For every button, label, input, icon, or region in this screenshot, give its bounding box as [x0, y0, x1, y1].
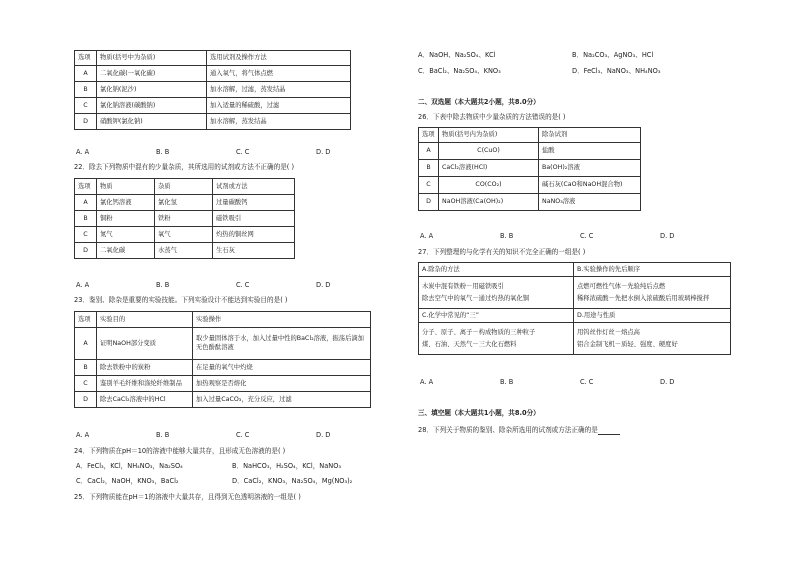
table-header-cell: 选项 [75, 312, 97, 328]
table-row [75, 195, 295, 211]
table-cell: CaCl₂溶液(HCl) [439, 160, 539, 177]
table-cell-title: D.用途与性质 [574, 309, 731, 323]
q26-choices [420, 233, 700, 241]
table-cell: 加水溶解，过滤，蒸发结晶 [207, 82, 351, 98]
table-cell: 水蒸气 [155, 243, 213, 259]
choice-d[interactable]: D. D [316, 431, 331, 439]
table-cell: A [75, 195, 97, 211]
table-cell: C [75, 227, 97, 243]
table-row [75, 211, 295, 227]
choice-c[interactable]: C．CaCl₂，NaOH，KNO₃，BaCl₂ [76, 477, 179, 485]
q21-choices [76, 149, 356, 157]
table-row [75, 66, 351, 82]
choice-a[interactable]: A. A [76, 281, 90, 289]
q27-choices [420, 379, 700, 387]
table-row [75, 98, 351, 114]
section-title: 二、双选题（本大题共2小题，共8.0分） [418, 98, 540, 106]
table-header-cell: 选项 [75, 179, 97, 195]
table-row [75, 243, 295, 259]
q22-choices [76, 282, 356, 290]
table-cell: 过量碳酸钙 [213, 195, 295, 211]
table-cell [419, 323, 574, 355]
table-cell: 氧气 [155, 227, 213, 243]
table-cell: 二氧化碳 [97, 243, 155, 259]
choice-b[interactable]: B．NaHCO₃，H₂SO₄，KCl，NaNO₃ [232, 462, 342, 470]
table-row [75, 376, 371, 392]
q23-table [74, 311, 371, 408]
table-header-cell: 试剂或方法 [213, 179, 295, 195]
table-cell: A [419, 143, 439, 160]
q22-table [74, 178, 295, 259]
q27-stem: 27．下列整理的与化学有关的知识不完全正确的一组是( ) [418, 248, 586, 256]
q22-stem: 22．除去下列物质中混有的少量杂质，其所选用的试剂或方法不正确的是( ) [74, 163, 295, 171]
table-cell-title: A.除杂的方法 [419, 263, 574, 277]
table-row [419, 323, 731, 355]
table-cell: A [75, 66, 97, 82]
table-cell: 生石灰 [213, 243, 295, 259]
table-cell: 灼热的铜丝网 [213, 227, 295, 243]
q25-stem: 25．下列物质能在pH＝1的溶液中大量共存，且得到无色透明溶液的一组是( ) [74, 493, 301, 501]
table-row [419, 309, 731, 323]
table-cell: B [419, 160, 439, 177]
table-cell: 除去CaCl₂溶液中的HCl [97, 392, 193, 408]
choice-d[interactable]: D. D [316, 148, 331, 156]
cell-line: 用钨丝作灯丝－熔点高 [577, 328, 640, 336]
table-cell: D [75, 392, 97, 408]
q28-text: 28．下列关于物质的鉴别、除杂所选用的试剂或方法正确的是 [418, 426, 598, 434]
choice-b[interactable]: B. B [156, 431, 170, 439]
table-cell [419, 277, 574, 309]
table-header-cell: 选项 [419, 128, 439, 143]
table-cell: 鉴别羊毛纤维和涤纶纤维制品 [97, 376, 193, 392]
table-cell: 磁铁吸引 [213, 211, 295, 227]
cell-line: 稀释浓硫酸－先把水倒入浓硫酸后用玻璃棒搅拌 [577, 294, 710, 302]
q26-stem: 26．下表中除去物质中少量杂质的方法错误的是( ) [418, 113, 566, 121]
choice-b[interactable]: B. B [500, 378, 514, 386]
table-cell: C [75, 98, 97, 114]
table-header-row [75, 312, 371, 328]
table-header-row [75, 51, 351, 66]
table-header-cell: 实验目的 [97, 312, 193, 328]
cell-line: 点燃可燃性气体－先验纯后点燃 [577, 282, 666, 290]
table-cell: 加热观察是否熔化 [193, 376, 371, 392]
table-cell [574, 323, 731, 355]
table-header-cell: 物质 [97, 179, 155, 195]
table-cell: 在足量的氧气中灼烧 [193, 360, 371, 376]
choice-d[interactable]: D．CaCl₂，KNO₃，Na₂SO₄，Mg(NO₃)₂ [232, 477, 353, 485]
table-cell-title: C.化学中常见的“三” [419, 309, 574, 323]
table-cell: 氯化氢 [155, 195, 213, 211]
cell-line: 煤、石油、天然气－三大化石燃料 [422, 340, 517, 348]
table-cell: D [419, 194, 439, 211]
table-cell: 证明NaOH部分变质 [97, 328, 193, 360]
choice-b[interactable]: B. B [156, 148, 170, 156]
table-cell: D [75, 243, 97, 259]
table-header-row [419, 128, 641, 143]
table-row [75, 328, 371, 360]
q23-stem: 23．鉴别、除杂是重要的实验技能。下列实验设计不能达到实验目的是( ) [74, 296, 288, 304]
table-row [419, 263, 731, 277]
table-cell: 氯化钠溶液(碳酸钠) [97, 98, 207, 114]
choice-a[interactable]: A．NaOH、Na₂SO₄、KCl [418, 51, 496, 59]
table-cell: C [419, 177, 439, 194]
answer-blank[interactable] [598, 428, 620, 435]
table-row [419, 194, 641, 211]
table-cell [574, 277, 731, 309]
table-cell: 加入过量CaCO₃，充分反应，过滤 [193, 392, 371, 408]
table-row [419, 277, 731, 309]
choice-a[interactable]: A. A [76, 148, 90, 156]
table-cell: NaOH溶液(Ca(OH)₂) [439, 194, 539, 211]
table-header-row [75, 179, 295, 195]
table-cell: 氯化钙溶液 [97, 195, 155, 211]
q24-stem: 24．下列物质在pH＝10的溶液中能够大量共存，且形成无色溶液的是( ) [74, 447, 286, 455]
choice-d[interactable]: D. D [316, 281, 331, 289]
table-row [419, 143, 641, 160]
cell-line: 分子、原子、离子－构成物质的三种粒子 [422, 328, 536, 336]
table-cell: 氯化钠(泥沙) [97, 82, 207, 98]
table-cell: 盐酸 [539, 143, 641, 160]
q23-choices [76, 432, 356, 440]
table-cell: 二氧化碳(一氧化碳) [97, 66, 207, 82]
table-row [75, 82, 351, 98]
table-cell: C(CuO) [439, 143, 539, 160]
choice-a[interactable]: A．FeCl₃，KCl，NH₄NO₃，Na₂SO₄ [76, 462, 183, 470]
table-cell: Ba(OH)₂溶液 [539, 160, 641, 177]
choice-c[interactable]: C. C [236, 148, 250, 156]
table-header-cell: 除杂试剂 [539, 128, 641, 143]
table-row [75, 360, 371, 376]
table-cell: B [75, 360, 97, 376]
q28-stem [418, 427, 620, 435]
table-cell: D [75, 114, 97, 130]
table-cell: 铁粉 [155, 211, 213, 227]
table-cell-title: B.实验操作的先后顺序 [574, 263, 731, 277]
q26-table [418, 127, 641, 211]
table-cell: B [75, 82, 97, 98]
choice-c[interactable]: C. C [236, 281, 250, 289]
choice-b[interactable]: B．Na₂CO₃、AgNO₃、HCl [572, 51, 654, 59]
q27-table [418, 262, 731, 355]
table-row [75, 392, 371, 408]
table-cell: 硝酸钾(氯化钠) [97, 114, 207, 130]
table-header-cell: 选用试剂及操作方法 [207, 51, 351, 66]
choice-d[interactable]: D. D [660, 232, 675, 240]
choice-c[interactable]: C. C [580, 378, 594, 386]
table-cell: CO(CO₂) [439, 177, 539, 194]
table-cell: 氮气 [97, 227, 155, 243]
table-cell: 取少量固体溶于水，加入过量中性的BaCl₂溶液，振荡后滴加无色酚酞溶液 [193, 328, 371, 360]
table-row [419, 160, 641, 177]
cell-line: 木炭中混有铁粉－用磁铁吸引 [422, 282, 504, 290]
table-cell: 加水溶解，蒸发结晶 [207, 114, 351, 130]
section-title: 三、填空题（本大题共1小题，共8.0分） [418, 409, 540, 417]
table-cell: C [75, 376, 97, 392]
table-header-cell: 实验操作 [193, 312, 371, 328]
choice-c[interactable]: C．BaCl₂、Na₂SO₄、KNO₃ [418, 67, 501, 75]
q21-table [74, 50, 351, 130]
table-header-cell: 杂质 [155, 179, 213, 195]
table-cell: 碱石灰(CaO和NaOH混合物) [539, 177, 641, 194]
cell-line: 除去空气中的氧气－通过灼热的氧化铜 [422, 294, 530, 302]
table-cell: NaNO₃溶液 [539, 194, 641, 211]
choice-c[interactable]: C. C [580, 232, 594, 240]
table-cell: 加入适量的稀硫酸，过滤 [207, 98, 351, 114]
choice-d[interactable]: D．FeCl₃、NaNO₃、NH₄NO₃ [572, 67, 661, 75]
choice-b[interactable]: B. B [156, 281, 170, 289]
table-row [75, 114, 351, 130]
table-header-cell: 选项 [75, 51, 97, 66]
table-cell: 通入氧气，将气体点燃 [207, 66, 351, 82]
table-cell: A [75, 328, 97, 360]
table-cell: 除去铁粉中的炭粉 [97, 360, 193, 376]
choice-c[interactable]: C. C [236, 431, 250, 439]
table-cell: B [75, 211, 97, 227]
table-row [419, 177, 641, 194]
table-header-cell: 物质(括号内为杂质) [439, 128, 539, 143]
table-cell: 铜粉 [97, 211, 155, 227]
table-row [75, 227, 295, 243]
choice-a[interactable]: A. A [420, 232, 434, 240]
choice-b[interactable]: B. B [500, 232, 514, 240]
choice-d[interactable]: D. D [660, 378, 675, 386]
table-header-cell: 物质(括号中为杂质) [97, 51, 207, 66]
choice-a[interactable]: A. A [420, 378, 434, 386]
choice-a[interactable]: A. A [76, 431, 90, 439]
cell-line: 铝合金制飞机－质轻、强度、硬度好 [577, 340, 678, 348]
